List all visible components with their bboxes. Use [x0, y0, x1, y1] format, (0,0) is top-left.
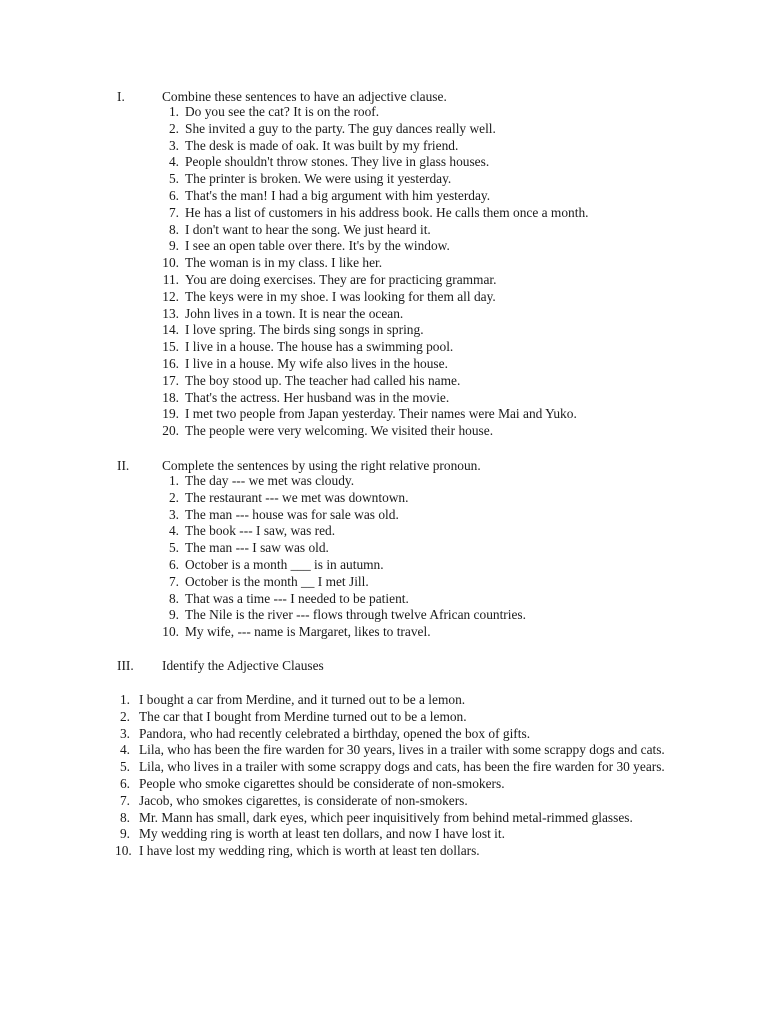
item-text: Lila, who has been the fire warden for 30 years, lives in a trailer with some scrappy dogs and cats. — [139, 742, 665, 758]
item-number: 6. — [168, 187, 179, 203]
item-number: 2. — [168, 489, 179, 505]
section-2-title: Complete the sentences by using the right relative pronoun. — [162, 458, 481, 473]
item-text: Do you see the cat? It is on the roof. — [185, 104, 380, 119]
section-3-title: Identify the Adjective Clauses — [162, 658, 324, 673]
item-text: That's the man! I had a big argument with him yesterday. — [185, 187, 491, 203]
list-item — [115, 709, 715, 726]
item-text: He has a list of customers in his address book. He calls them once a month. — [185, 204, 589, 220]
item-text: Lila, who lives in a trailer with some scrappy dogs and cats, has been the fire warden for 30 years. — [139, 759, 665, 775]
list-item — [115, 793, 715, 810]
section-1-numeral: I. — [117, 89, 125, 104]
item-text: People shouldn't throw stones. They live in glass houses. — [185, 154, 490, 170]
item-text: The man --- I saw was old. — [185, 540, 329, 556]
item-text: People who smoke cigarettes should be considerate of non-smokers. — [139, 775, 505, 791]
list-item — [115, 726, 715, 743]
item-number: 11. — [162, 271, 179, 287]
item-number: 10. — [115, 843, 132, 859]
item-number: 12. — [162, 288, 179, 304]
item-text: You are doing exercises. They are for practicing grammar. — [185, 271, 497, 287]
item-number: 1. — [119, 692, 130, 707]
item-number: 16. — [162, 355, 179, 371]
item-text: I don't want to hear the song. We just heard it. — [185, 221, 431, 237]
item-number: 6. — [168, 556, 179, 572]
item-text: The woman is in my class. I like her. — [185, 255, 383, 271]
item-text: Jacob, who smokes cigarettes, is considerate of non-smokers. — [139, 792, 468, 808]
item-number: 9. — [168, 238, 179, 254]
list-item — [115, 843, 715, 860]
item-number: 4. — [119, 742, 130, 758]
list-item — [115, 759, 715, 776]
item-text: The printer is broken. We were using it yesterday. — [185, 171, 452, 187]
item-number: 6. — [119, 775, 130, 791]
item-text: I bought a car from Merdine, and it turned out to be a lemon. — [139, 692, 466, 707]
item-text: That was a time --- I needed to be patient. — [185, 590, 409, 606]
list-item — [115, 826, 715, 843]
item-text: The boy stood up. The teacher had called his name. — [185, 372, 461, 388]
item-number: 4. — [168, 154, 179, 170]
item-text: The Nile is the river --- flows through twelve African countries. — [185, 607, 526, 623]
item-number: 7. — [168, 204, 179, 220]
item-text: I have lost my wedding ring, which is worth at least ten dollars. — [139, 843, 480, 859]
item-text: The man --- house was for sale was old. — [185, 506, 399, 522]
item-text: October is a month ___ is in autumn. — [185, 556, 384, 572]
item-number: 10. — [162, 624, 179, 640]
item-number: 14. — [162, 322, 179, 338]
item-text: The book --- I saw, was red. — [185, 523, 336, 539]
item-number: 8. — [168, 590, 179, 606]
list-item — [115, 776, 715, 793]
item-number: 1. — [168, 473, 179, 488]
item-number: 5. — [168, 171, 179, 187]
item-number: 1. — [168, 104, 179, 119]
item-number: 7. — [119, 792, 130, 808]
item-number: 3. — [119, 725, 130, 741]
item-text: She invited a guy to the party. The guy dances really well. — [185, 120, 496, 136]
item-number: 18. — [162, 389, 179, 405]
item-number: 8. — [119, 809, 130, 825]
item-text: The people were very welcoming. We visited their house. — [185, 423, 494, 439]
item-text: The restaurant --- we met was downtown. — [185, 489, 409, 505]
item-number: 9. — [168, 607, 179, 623]
item-number: 2. — [168, 120, 179, 136]
item-text: My wedding ring is worth at least ten dollars, and now I have lost it. — [139, 826, 505, 842]
list-item — [115, 692, 715, 709]
item-text: The day --- we met was cloudy. — [185, 473, 355, 488]
item-number: 8. — [168, 221, 179, 237]
item-number: 15. — [162, 339, 179, 355]
item-text: I live in a house. The house has a swimming pool. — [185, 339, 454, 355]
list-item — [115, 810, 715, 827]
item-text: The car that I bought from Merdine turned out to be a lemon. — [139, 708, 467, 724]
item-text: I see an open table over there. It's by the window. — [185, 238, 450, 254]
item-number: 4. — [168, 523, 179, 539]
item-text: My wife, --- name is Margaret, likes to travel. — [185, 624, 431, 640]
section-1-title: Combine these sentences to have an adjective clause. — [162, 89, 447, 104]
item-text: October is the month __ I met Jill. — [185, 573, 369, 589]
item-text: Mr. Mann has small, dark eyes, which peer inquisitively from behind metal-rimmed glasses. — [139, 809, 633, 825]
list-item — [115, 742, 715, 759]
item-number: 3. — [168, 506, 179, 522]
item-number: 7. — [168, 573, 179, 589]
item-number: 5. — [168, 540, 179, 556]
item-number: 17. — [162, 372, 179, 388]
item-text: Pandora, who had recently celebrated a birthday, opened the box of gifts. — [139, 725, 531, 741]
item-number: 9. — [119, 826, 130, 842]
item-text: The desk is made of oak. It was built by my friend. — [185, 137, 459, 153]
item-text: I live in a house. My wife also lives in the house. — [185, 355, 448, 371]
item-text: The keys were in my shoe. I was looking for them all day. — [185, 288, 496, 304]
item-number: 2. — [119, 708, 130, 724]
item-number: 5. — [119, 759, 130, 775]
item-number: 3. — [168, 137, 179, 153]
item-text: That's the actress. Her husband was in the movie. — [185, 389, 450, 405]
item-number: 13. — [162, 305, 179, 321]
section-2-numeral: II. — [117, 458, 130, 473]
section-3-numeral: III. — [117, 658, 134, 673]
item-text: I love spring. The birds sing songs in spring. — [185, 322, 424, 338]
item-number: 10. — [162, 255, 179, 271]
item-text: John lives in a town. It is near the ocean. — [185, 305, 404, 321]
item-number: 20. — [162, 423, 179, 439]
section-3-list — [115, 692, 715, 860]
item-number: 19. — [162, 406, 179, 422]
item-text: I met two people from Japan yesterday. Their names were Mai and Yuko. — [185, 406, 577, 422]
